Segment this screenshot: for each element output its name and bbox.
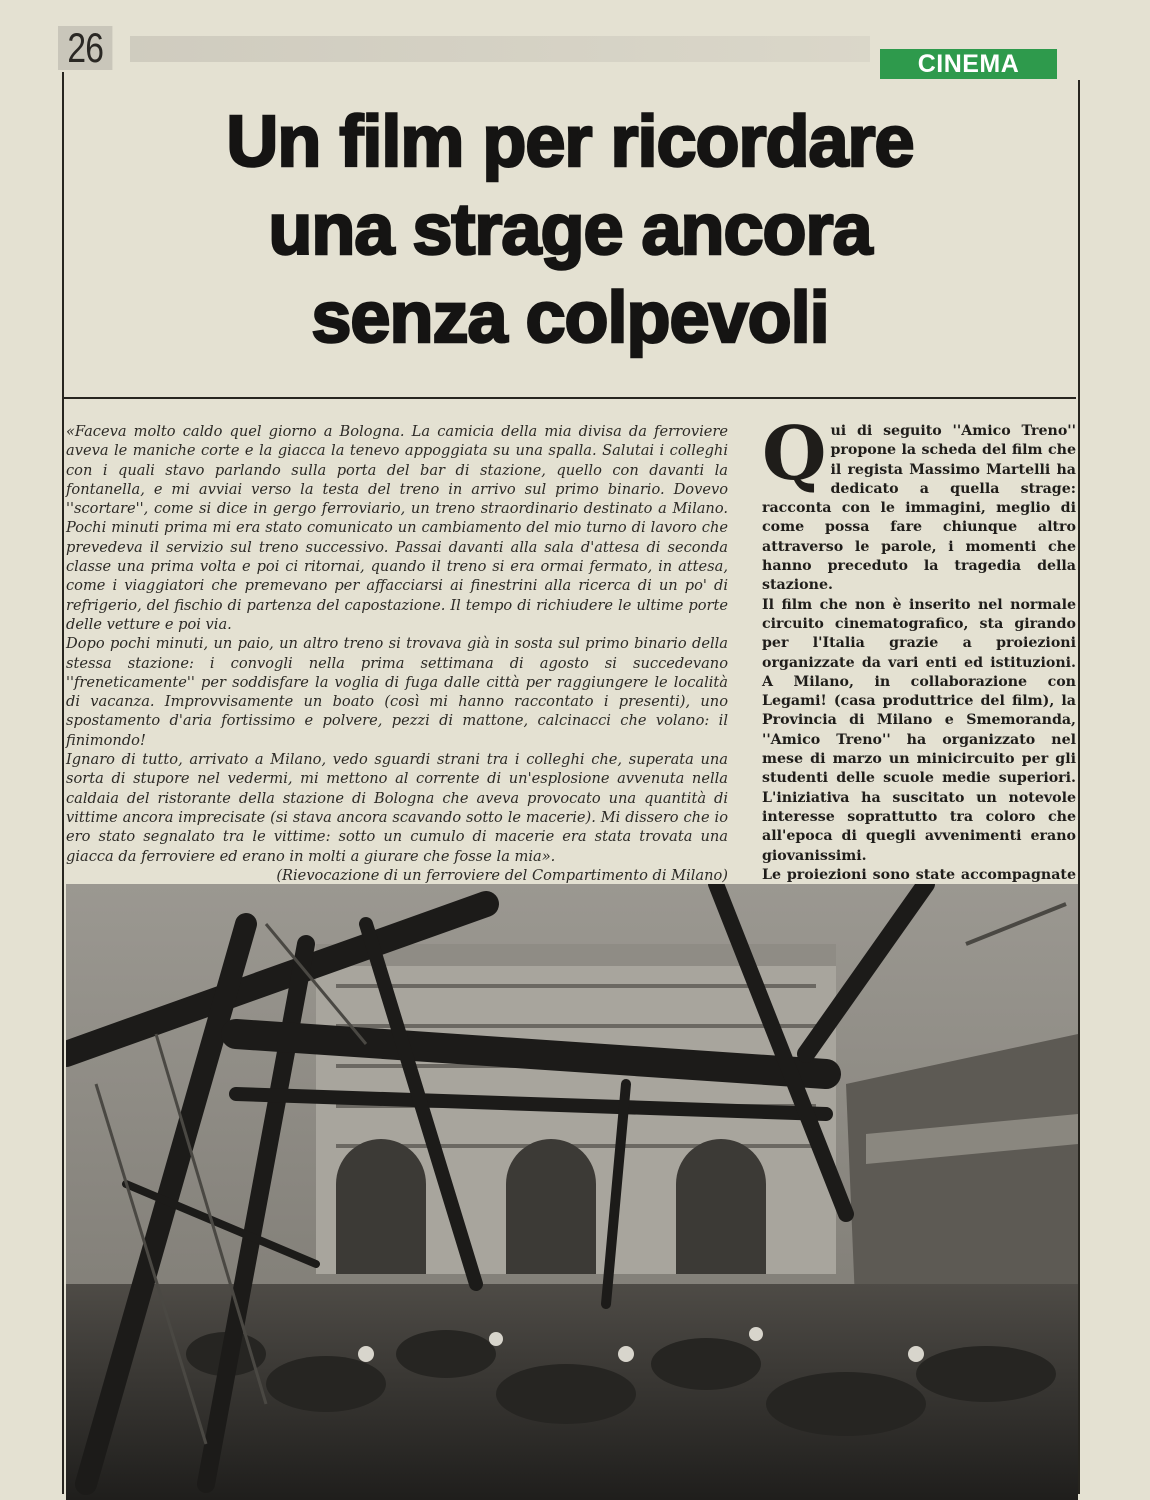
quote-credit: (Rievocazione di un ferroviere del Compartimento di Milano) xyxy=(276,866,728,884)
headline-divider xyxy=(64,397,1076,399)
intro-text: ui di seguito ''Amico Treno'' propone la scheda del film che il regista Massimo Martelli ha dedicato a quella strage: racconta con le immagini, meglio di come possa fare chiunque altro attraverso le parole, i momenti che hanno preceduto la tragedia della stazione. xyxy=(762,423,1076,594)
intro-paragraph: Il film che non è inserito nel normale circuito cinematografico, sta girando per l'Italia grazie a proiezioni organizzate da vari enti ed istituzioni. A Milano, in collaborazione con Legami! (casa produttrice del film), la Provincia di Milano e Smemoranda, ''Amico Treno'' ha organizzato nel mese di marzo un minicircuito per gli studenti delle scuole medie superiori. L'iniziativa ha suscitato un notevole interesse soprattutto tra coloro che all'epoca di quegli avvenimenti erano giovanissimi. xyxy=(762,596,1076,864)
intro-paragraph xyxy=(762,411,1076,596)
testimony-quote xyxy=(66,422,728,885)
show-through-header xyxy=(130,36,870,62)
article-intro xyxy=(762,411,1076,904)
quote-paragraph: «Faceva molto caldo quel giorno a Bologna. La camicia della mia divisa da ferroviere aveva le maniche corte e la giacca la tenevo appoggiata su una spalla. Salutai i colleghi con i quali stavo parlando sulla porta del bar di stazione, quello con davanti la fontanella, e mi avviai verso la testa del treno in arrivo sul primo binario. Dovevo ''scortare'', come si dice in gergo ferroviario, un treno straordinario destinato a Milano. Pochi minuti prima mi era stato comunicato un cambiamento del mio turno di lavoro che prevedeva il servizio sul treno successivo. Passai davanti alla sala d'attesa di seconda classe una prima volta e poi ci ritornai, quando il treno si era ormai fermato, in attesa, come i viaggiatori che premevano per affacciarsi ai finestrini alla ricerca di un po' di refrigerio, del fischio di partenza del capostazione. Il tempo di richiudere le ultime porte delle vetture e poi via. xyxy=(66,423,728,633)
headline-line-2: una strage ancora xyxy=(268,190,872,270)
quote-paragraph: Dopo pochi minuti, un paio, un altro treno si trovava già in sosta sul primo binario della stessa stazione: i convogli nella prima settimana di agosto si succedevano ''freneticamente'' per soddisfare la voglia di fuga dalle città per raggiungere le località di vacanza. Improvvisamente un boato (così mi hanno raccontato i presenti), uno spostamento d'aria fortissimo e polvere, pezzi di mattone, calcinacci che volano: il finimondo! xyxy=(66,635,728,749)
frame-rule-right xyxy=(1078,80,1080,1494)
page-number: 26 xyxy=(58,26,112,70)
section-tag: CINEMA xyxy=(880,49,1057,79)
quote-paragraph: Ignaro di tutto, arrivato a Milano, vedo sguardi strani tra i colleghi che, superata una sorta di stupore nel vedermi, mi mettono al corrente di un'esplosione avvenuta nella caldaia del ristorante della stazione di Bologna che aveva provocato una quantità di vittime ancora imprecisate (si stava ancora scavando sotto le macerie). Mi dissero che io ero stato segnalato tra le vittime: sotto un cumulo di macerie era stata trovata una giacca da ferroviere ed erano in molti a giurare che fosse la mia». xyxy=(66,751,728,865)
headline xyxy=(70,98,1070,362)
station-ruins-photo xyxy=(66,884,1078,1500)
frame-rule-left xyxy=(62,72,64,1494)
drop-cap: Q xyxy=(762,411,827,497)
intro-paragraph: Le proiezioni sono state accompagnate xyxy=(762,866,1076,883)
headline-line-3: senza colpevoli xyxy=(311,278,829,358)
headline-line-1: Un film per ricordare xyxy=(226,102,914,182)
